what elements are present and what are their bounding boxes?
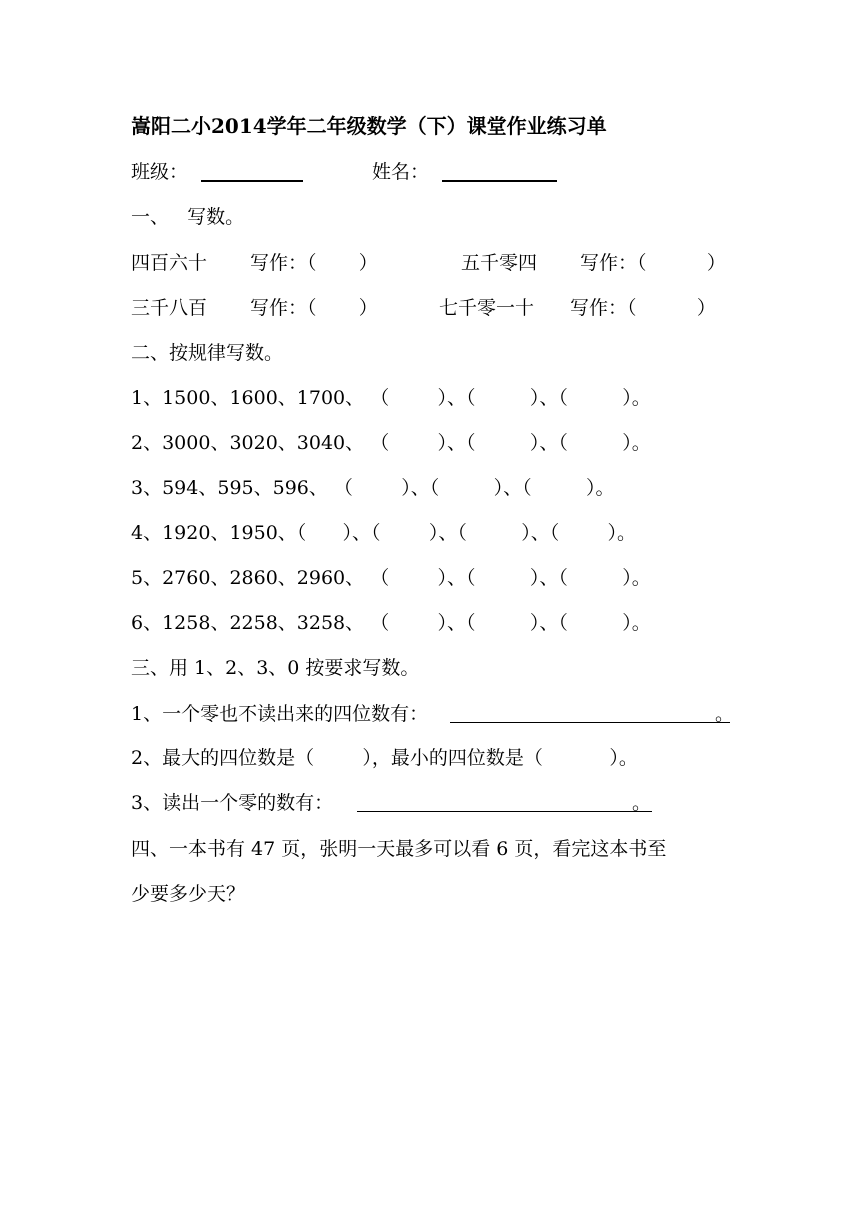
- period-3-3: 。: [632, 792, 652, 814]
- write-number-word: 五千零四: [461, 252, 538, 274]
- question-3-1: 1、一个零也不读出来的四位数有：: [131, 703, 429, 725]
- question-3-3: 3、读出一个零的数有：: [131, 792, 334, 814]
- sequence-row-6[interactable]: 6、1258、2258、3258、 （ ）、（ ）、（ ）。: [131, 612, 651, 634]
- sequence-row-3[interactable]: 3、594、595、596、 （ ）、（ ）、（ ）。: [131, 477, 615, 499]
- word-problem-line-1: 四、一本书有 47 页，张明一天最多可以看 6 页，看完这本书至: [131, 838, 667, 860]
- word-problem-line-2: 少要多少天？: [131, 883, 246, 905]
- question-3-2[interactable]: 2、最大的四位数是（ ），最小的四位数是（ ）。: [131, 747, 638, 769]
- sequence-row-4[interactable]: 4、1920、1950、（ ）、（ ）、（ ）、（ ）。: [131, 522, 637, 544]
- write-number-prompt[interactable]: 写作：（ ）: [570, 297, 716, 319]
- name-label: 姓名：: [372, 161, 430, 183]
- sequence-row-5[interactable]: 5、2760、2860、2960、 （ ）、（ ）、（ ）。: [131, 567, 651, 589]
- period-3-1: 。: [715, 703, 735, 725]
- sequence-row-2[interactable]: 2、3000、3020、3040、 （ ）、（ ）、（ ）。: [131, 432, 651, 454]
- write-number-word: 三千八百: [131, 297, 208, 319]
- write-number-word: 四百六十: [131, 252, 208, 274]
- class-label: 班级：: [131, 161, 189, 183]
- write-number-prompt[interactable]: 写作：（ ）: [250, 252, 378, 274]
- name-field[interactable]: [442, 160, 557, 182]
- write-number-prompt[interactable]: 写作：（ ）: [580, 252, 726, 274]
- section3-heading: 三、用 1、2、3、0 按要求写数。: [131, 657, 420, 679]
- answer-line-3-3[interactable]: [357, 791, 652, 812]
- sequence-row-1[interactable]: 1、1500、1600、1700、 （ ）、（ ）、（ ）。: [131, 387, 651, 409]
- section1-heading: 一、 写数。: [131, 206, 245, 228]
- section2-heading: 二、按规律写数。: [131, 342, 284, 364]
- write-number-word: 七千零一十: [439, 297, 535, 319]
- write-number-prompt[interactable]: 写作：（ ）: [250, 297, 378, 319]
- worksheet-title: 嵩阳二小2014学年二年级数学（下）课堂作业练习单: [131, 114, 607, 138]
- answer-line-3-1[interactable]: [450, 702, 730, 723]
- class-field[interactable]: [201, 160, 303, 182]
